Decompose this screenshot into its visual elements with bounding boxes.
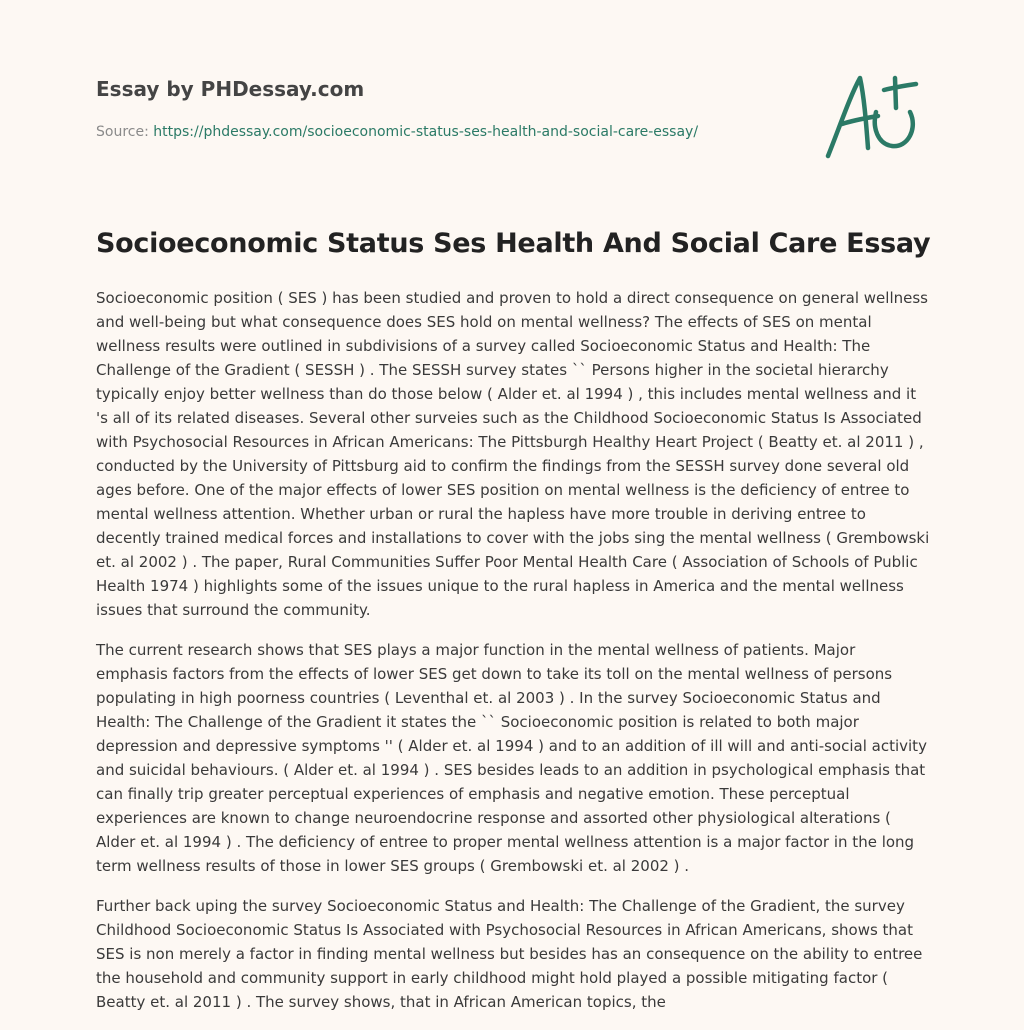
page-header: [96, 74, 796, 142]
a-plus-logo-icon: [820, 66, 930, 166]
essay-paragraph-1: Socioeconomic position ( SES ) has been studied and proven to hold a direct consequence on general wellness and well-being but what consequence does SES hold on mental wellness? The effects of SES on mental wellness results were outlined in subdivisions of a survey called Socioeconomic Status and Health: The Challenge of the Gradient ( SESSH ) . The SESSH survey states `` Persons higher in the societal hierarchy typically enjoy better wellness than do those below ( Alder et. al 1994 ) , this includes mental wellness and it 's all of its related diseases. Several other surveies such as the Childhood Socioeconomic Status Is Associated with Psychosocial Resources in African Americans: The Pittsburgh Healthy Heart Project ( Beatty et. al 2011 ) , conducted by the University of Pittsburg aid to confirm the findings from the SESSH survey done several old ages before. One of the major effects of lower SES position on mental wellness is the deficiency of entree to mental wellness attention. Whether urban or rural the hapless have more trouble in deriving entree to decently trained medical forces and installations to cover with the jobs sing the mental wellness ( Grembowski et. al 2002 ) . The paper, Rural Communities Suffer Poor Mental Health Care ( Association of Schools of Public Health 1974 ) highlights some of the issues unique to the rural hapless in America and the mental wellness issues that surround the community.: [96, 289, 930, 619]
essay-body: [96, 286, 931, 1030]
site-brand: Essay by PHDessay.com: [96, 77, 365, 101]
source-line: [96, 122, 796, 142]
essay-title: Socioeconomic Status Ses Health And Social Care Essay: [96, 228, 931, 259]
source-label: Source:: [96, 124, 149, 140]
essay-paragraph-2: The current research shows that SES plays a major function in the mental wellness of patients. Major emphasis factors from the effects of lower SES get down to take its toll on the mental wellness of persons populating in high poorness countries ( Leventhal et. al 2003 ) . In the survey Socioeconomic Status and Health: The Challenge of the Gradient it states the `` Socioeconomic position is related to both major depression and depressive symptoms '' ( Alder et. al 1994 ) and to an addition of ill will and anti-social activity and suicidal behaviours. ( Alder et. al 1994 ) . SES besides leads to an addition in psychological emphasis that can finally trip greater perceptual experiences of emphasis and negative emotion. These perceptual experiences are known to change neuroendocrine response and assorted other physiological alterations ( Alder et. al 1994 ) . The deficiency of entree to proper mental wellness attention is a major factor in the long term wellness results of those in lower SES groups ( Grembowski et. al 2002 ) .: [96, 641, 927, 875]
source-link[interactable]: https://phdessay.com/socioeconomic-status-ses-health-and-social-care-essay/: [153, 124, 699, 140]
essay-paragraph-3: Further back uping the survey Socioeconomic Status and Health: The Challenge of the Gradient, the survey Childhood Socioeconomic Status Is Associated with Psychosocial Resources in African Americans, shows that SES is non merely a factor in finding mental wellness but besides has an consequence on the ability to entree the household and community support in early childhood might hold played a possible mitigating factor ( Beatty et. al 2011 ) . The survey shows, that in African American topics, the: [96, 897, 923, 1011]
